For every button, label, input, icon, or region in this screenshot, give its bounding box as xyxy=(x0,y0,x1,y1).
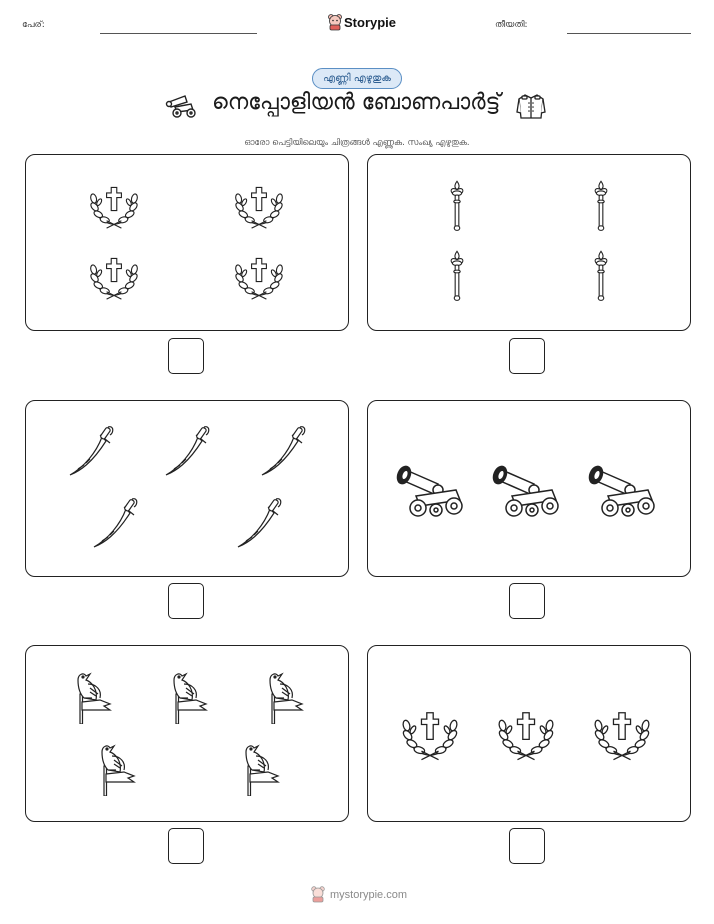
laurel-wreath-icon xyxy=(590,704,654,762)
counting-panel-laurel-wreath xyxy=(25,154,349,331)
answer-box[interactable] xyxy=(509,338,545,374)
laurel-wreath-icon xyxy=(231,251,287,301)
cannon-icon xyxy=(588,456,658,518)
name-label: പേര്: xyxy=(22,20,45,30)
saber-icon xyxy=(258,423,308,479)
storypie-logo-icon xyxy=(326,13,344,31)
cannon-icon xyxy=(492,456,562,518)
saber-icon xyxy=(90,495,140,551)
cannon-icon xyxy=(396,456,466,518)
page-title: നെപ്പോളിയൻ ബോണപാർട്ട് xyxy=(212,90,501,115)
cannon-icon xyxy=(165,90,199,120)
counting-panel-saber xyxy=(25,400,349,577)
counting-panel-eagle-standard xyxy=(25,645,349,822)
laurel-wreath-icon xyxy=(398,704,462,762)
answer-box[interactable] xyxy=(509,583,545,619)
scepter-icon xyxy=(446,249,468,305)
eagle-standard-icon xyxy=(238,740,282,796)
eagle-standard-icon xyxy=(262,668,306,724)
laurel-wreath-icon xyxy=(231,180,287,230)
brand-name: Storypie xyxy=(344,15,397,30)
instructions: ഓരോ പെട്ടിയിലെയും ചിത്രങ്ങൾ എണ്ണുക. സംഖ്യ എഴുതുക. xyxy=(244,138,470,148)
saber-icon xyxy=(162,423,212,479)
laurel-wreath-icon xyxy=(86,251,142,301)
eagle-standard-icon xyxy=(70,668,114,724)
scepter-icon xyxy=(590,179,612,235)
footer-url[interactable]: mystorypie.com xyxy=(330,889,408,901)
date-line[interactable] xyxy=(567,33,691,34)
eagle-standard-icon xyxy=(94,740,138,796)
counting-panel-scepter xyxy=(367,154,691,331)
date-label: തീയതി: xyxy=(495,20,528,30)
saber-icon xyxy=(234,495,284,551)
answer-box[interactable] xyxy=(168,583,204,619)
counting-panel-laurel-wreath-2 xyxy=(367,645,691,822)
scepter-icon xyxy=(446,179,468,235)
answer-box[interactable] xyxy=(168,338,204,374)
scepter-icon xyxy=(590,249,612,305)
eagle-standard-icon xyxy=(166,668,210,724)
uniform-jacket-icon xyxy=(516,92,546,120)
laurel-wreath-icon xyxy=(86,180,142,230)
laurel-wreath-icon xyxy=(494,704,558,762)
answer-box[interactable] xyxy=(509,828,545,864)
saber-icon xyxy=(66,423,116,479)
storypie-footer-logo-icon xyxy=(310,885,326,903)
counting-panel-cannon xyxy=(367,400,691,577)
name-line[interactable] xyxy=(100,33,257,34)
activity-badge: എണ്ണി എഴുതുക xyxy=(312,68,402,89)
answer-box[interactable] xyxy=(168,828,204,864)
